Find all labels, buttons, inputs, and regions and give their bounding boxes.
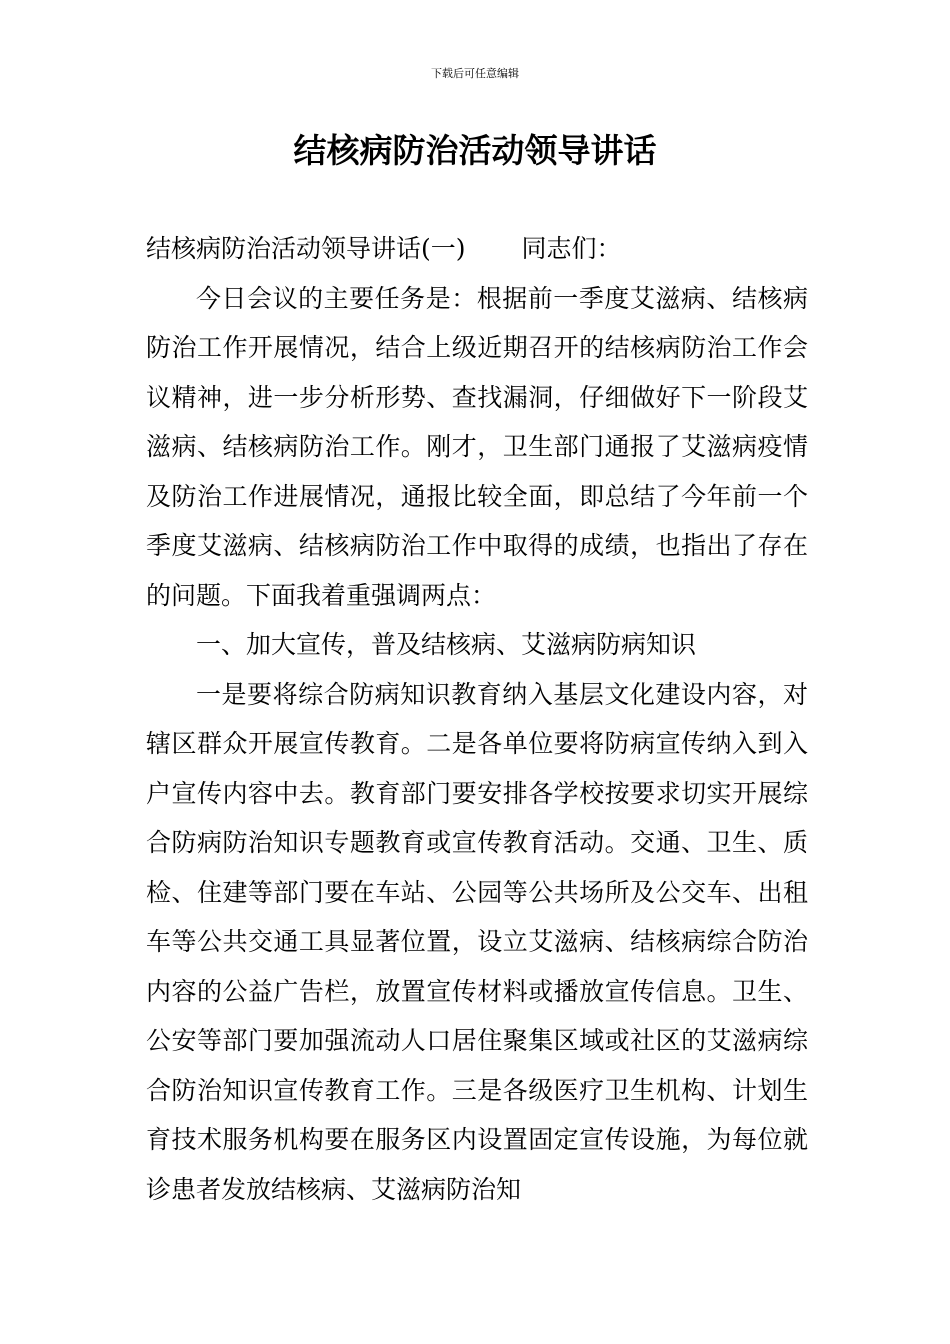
greeting: 同志们： <box>521 234 622 263</box>
document-title: 结核病防治活动领导讲话 <box>293 131 657 170</box>
section-heading-1: 一、加大宣传，普及结核病、艾滋病防病知识 <box>196 630 697 659</box>
intro-line <box>146 224 808 274</box>
paragraph-publicity-measures: 一是要将综合防病知识教育纳入基层文化建设内容，对辖区群众开展宣传教育。二是各单位要将防病宣传纳入到入户宣传内容中去。教育部门要安排各学校按要求切实开展综合防病防治知识专题教育或宣传教育活动。交通、卫生、质检、住建等部门要在车站、公园等公共场所及公交车、出租车等公共交通工具显著位置，设立艾滋病、结核病综合防治内容的公益广告栏，放置宣传材料或播放宣传信息。卫生、公安等部门要加强流动人口居住聚集区域或社区的艾滋病综合防治知识宣传教育工作。三是各级医疗卫生机构、计划生育技术服务机构要在服务区内设置固定宣传设施，为每位就诊患者发放结核病、艾滋病防治知 <box>146 679 808 1204</box>
header-note: 下载后可任意编辑 <box>431 67 519 80</box>
part-label: 结核病防治活动领导讲话(一) <box>146 234 466 263</box>
paragraph-meeting-task: 今日会议的主要任务是：根据前一季度艾滋病、结核病防治工作开展情况，结合上级近期召开的结核病防治工作会议精神，进一步分析形势、查找漏洞，仔细做好下一阶段艾滋病、结核病防治工作。刚才，卫生部门通报了艾滋病疫情及防治工作进展情况，通报比较全面，即总结了今年前一个季度艾滋病、结核病防治工作中取得的成绩，也指出了存在的问题。下面我着重强调两点： <box>146 283 808 610</box>
document-body <box>146 224 808 1214</box>
